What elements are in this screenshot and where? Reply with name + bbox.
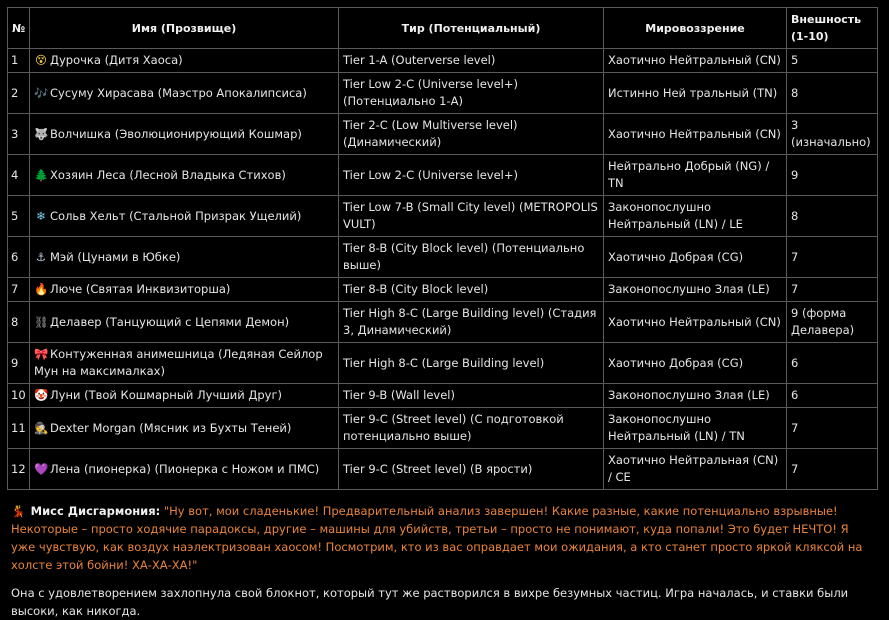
character-table bbox=[7, 7, 878, 490]
row-number: 9 bbox=[8, 343, 30, 384]
purple-heart-icon: 💜 bbox=[34, 461, 49, 476]
table-row bbox=[8, 196, 878, 237]
character-name-cell bbox=[30, 408, 339, 449]
looks-cell: 5 bbox=[787, 49, 878, 73]
row-number: 8 bbox=[8, 302, 30, 343]
table-row bbox=[8, 237, 878, 278]
table-header-row bbox=[8, 8, 878, 49]
looks-cell: 7 bbox=[787, 237, 878, 278]
character-name-cell bbox=[30, 343, 339, 384]
looks-cell: 6 bbox=[787, 343, 878, 384]
looks-cell: 8 bbox=[787, 73, 878, 114]
table-row bbox=[8, 384, 878, 408]
table-row bbox=[8, 449, 878, 490]
alignment-cell: Хаотично Нейтральный (CN) bbox=[604, 302, 787, 343]
character-name: Dexter Morgan (Мясник из Бухты Теней) bbox=[50, 420, 292, 435]
character-name: Сусуму Хирасава (Маэстро Апокалипсиса) bbox=[50, 85, 307, 100]
character-name-cell bbox=[30, 196, 339, 237]
alignment-cell: Хаотично Нейтральная (CN) / CE bbox=[604, 449, 787, 490]
looks-cell: 3 (изначально) bbox=[787, 114, 878, 155]
looks-cell: 9 bbox=[787, 155, 878, 196]
detective-icon: 🕵 bbox=[34, 420, 49, 435]
header-name: Имя (Прозвище) bbox=[30, 8, 339, 49]
character-name-cell bbox=[30, 114, 339, 155]
looks-cell: 8 bbox=[787, 196, 878, 237]
character-name: Контуженная анимешница (Ледяная Сейлор Мун на максималках) bbox=[34, 347, 323, 378]
alignment-cell: Законопослушно Нейтральный (LN) / LE bbox=[604, 196, 787, 237]
looks-cell: 6 bbox=[787, 384, 878, 408]
table-row bbox=[8, 155, 878, 196]
character-name: Сольв Хельт (Стальной Призрак Ущелий) bbox=[50, 208, 302, 223]
character-name-cell bbox=[30, 302, 339, 343]
dancer-icon: 💃 bbox=[11, 504, 26, 518]
header-alignment: Мировоззрение bbox=[604, 8, 787, 49]
speech-paragraph bbox=[7, 502, 873, 574]
table-row bbox=[8, 302, 878, 343]
character-name: Делавер (Танцующий с Цепями Демон) bbox=[50, 314, 290, 329]
header-tier: Тир (Потенциальный) bbox=[339, 8, 604, 49]
table-row bbox=[8, 408, 878, 449]
table-row bbox=[8, 114, 878, 155]
tier-cell: Tier Low 2-C (Universe level+) bbox=[339, 155, 604, 196]
ribbon-icon: 🎀 bbox=[34, 347, 49, 361]
tree-icon: 🌲 bbox=[34, 167, 49, 182]
header-number: № bbox=[8, 8, 30, 49]
tier-cell: Tier Low 2-C (Universe level+) (Потенциально 1-A) bbox=[339, 73, 604, 114]
character-name-cell bbox=[30, 49, 339, 73]
tier-cell: Tier 8-B (City Block level) bbox=[339, 278, 604, 302]
character-name: Дурочка (Дитя Хаоса) bbox=[50, 53, 183, 67]
character-name: Лена (пионерка) (Пионерка с Ножом и ПМС) bbox=[50, 461, 320, 476]
header-looks: Внешность (1-10) bbox=[787, 8, 878, 49]
character-name: Мэй (Цунами в Юбке) bbox=[50, 249, 181, 264]
character-name-cell bbox=[30, 155, 339, 196]
row-number: 12 bbox=[8, 449, 30, 490]
anchor-icon: ⚓ bbox=[35, 249, 47, 264]
character-name-cell bbox=[30, 237, 339, 278]
table-row bbox=[8, 278, 878, 302]
row-number: 6 bbox=[8, 237, 30, 278]
looks-cell: 9 (форма Делавера) bbox=[787, 302, 878, 343]
tier-cell: Tier 2-C (Low Multiverse level) (Динамический) bbox=[339, 114, 604, 155]
fire-icon: 🔥 bbox=[34, 282, 49, 296]
speaker-name: Мисс Дисгармония: bbox=[30, 504, 161, 518]
character-name: Люче (Святая Инквизиторша) bbox=[50, 282, 231, 296]
tier-cell: Tier 9-B (Wall level) bbox=[339, 384, 604, 408]
tier-cell: Tier 1-A (Outerverse level) bbox=[339, 49, 604, 73]
row-number: 4 bbox=[8, 155, 30, 196]
tier-cell: Tier High 8-C (Large Building level) (Стадия 3, Динамический) bbox=[339, 302, 604, 343]
tier-cell: Tier 9-C (Street level) (В ярости) bbox=[339, 449, 604, 490]
looks-cell: 7 bbox=[787, 449, 878, 490]
alignment-cell: Хаотично Нейтральный (CN) bbox=[604, 49, 787, 73]
dizzy-face-icon: 😵 bbox=[35, 53, 47, 67]
tier-cell: Tier 9-C (Street level) (С подготовкой потенциально выше) bbox=[339, 408, 604, 449]
speaker-quote: "Ну вот, мои сладенькие! Предварительный анализ завершен! Какие разные, какие потенциально взрывные! Некоторые – просто ходячие парадоксы, другие – машины для убийств, третьи – просто не понимают, куда попали! Это будет НЕЧТО! Я уже чувствую, как воздух наэлектризован хаосом! Посмотрим, кто из вас оправдает мои ожидания, а кто станет просто яркой кляксой на холсте этой бойни! ХА-ХА-ХА!" bbox=[11, 504, 863, 572]
alignment-cell: Истинно Ней тральный (TN) bbox=[604, 73, 787, 114]
character-name-cell bbox=[30, 449, 339, 490]
alignment-cell: Законопослушно Нейтральный (LN) / TN bbox=[604, 408, 787, 449]
alignment-cell: Законопослушно Злая (LE) bbox=[604, 384, 787, 408]
row-number: 10 bbox=[8, 384, 30, 408]
table-row bbox=[8, 73, 878, 114]
alignment-cell: Хаотично Добрая (CG) bbox=[604, 237, 787, 278]
row-number: 7 bbox=[8, 278, 30, 302]
looks-cell: 7 bbox=[787, 278, 878, 302]
alignment-cell: Законопослушно Злая (LE) bbox=[604, 278, 787, 302]
snowflake-icon: ❄ bbox=[36, 208, 46, 223]
alignment-cell: Хаотично Добрая (CG) bbox=[604, 343, 787, 384]
character-name-cell bbox=[30, 73, 339, 114]
chains-icon: ⛓ bbox=[34, 314, 49, 329]
character-name: Волчишка (Эволюционирующий Кошмар) bbox=[50, 126, 302, 141]
music-notes-icon: 🎶 bbox=[34, 85, 49, 100]
alignment-cell: Хаотично Нейтральный (CN) bbox=[604, 114, 787, 155]
looks-cell: 7 bbox=[787, 408, 878, 449]
tier-cell: Tier 8-B (City Block level) (Потенциально выше) bbox=[339, 237, 604, 278]
narration-paragraph: Она с удовлетворением захлопнула свой блокнот, который тут же растворился в вихре безумных частиц. Игра началась, и ставки были высоки, как никогда. bbox=[11, 586, 849, 618]
tier-cell: Tier High 8-C (Large Building level) bbox=[339, 343, 604, 384]
character-name-cell bbox=[30, 384, 339, 408]
tier-cell: Tier Low 7-B (Small City level) (METROPOLIS VULT) bbox=[339, 196, 604, 237]
table-row bbox=[8, 49, 878, 73]
row-number: 3 bbox=[8, 114, 30, 155]
clown-icon: 🤡 bbox=[34, 388, 49, 402]
row-number: 2 bbox=[8, 73, 30, 114]
row-number: 1 bbox=[8, 49, 30, 73]
wolf-icon: 🐺 bbox=[34, 126, 49, 141]
alignment-cell: Нейтрально Добрый (NG) / TN bbox=[604, 155, 787, 196]
chat-message bbox=[7, 7, 881, 620]
row-number: 11 bbox=[8, 408, 30, 449]
row-number: 5 bbox=[8, 196, 30, 237]
character-name: Луни (Твой Кошмарный Лучший Друг) bbox=[50, 388, 283, 402]
table-row bbox=[8, 343, 878, 384]
character-name: Хозяин Леса (Лесной Владыка Стихов) bbox=[50, 167, 286, 182]
character-name-cell bbox=[30, 278, 339, 302]
